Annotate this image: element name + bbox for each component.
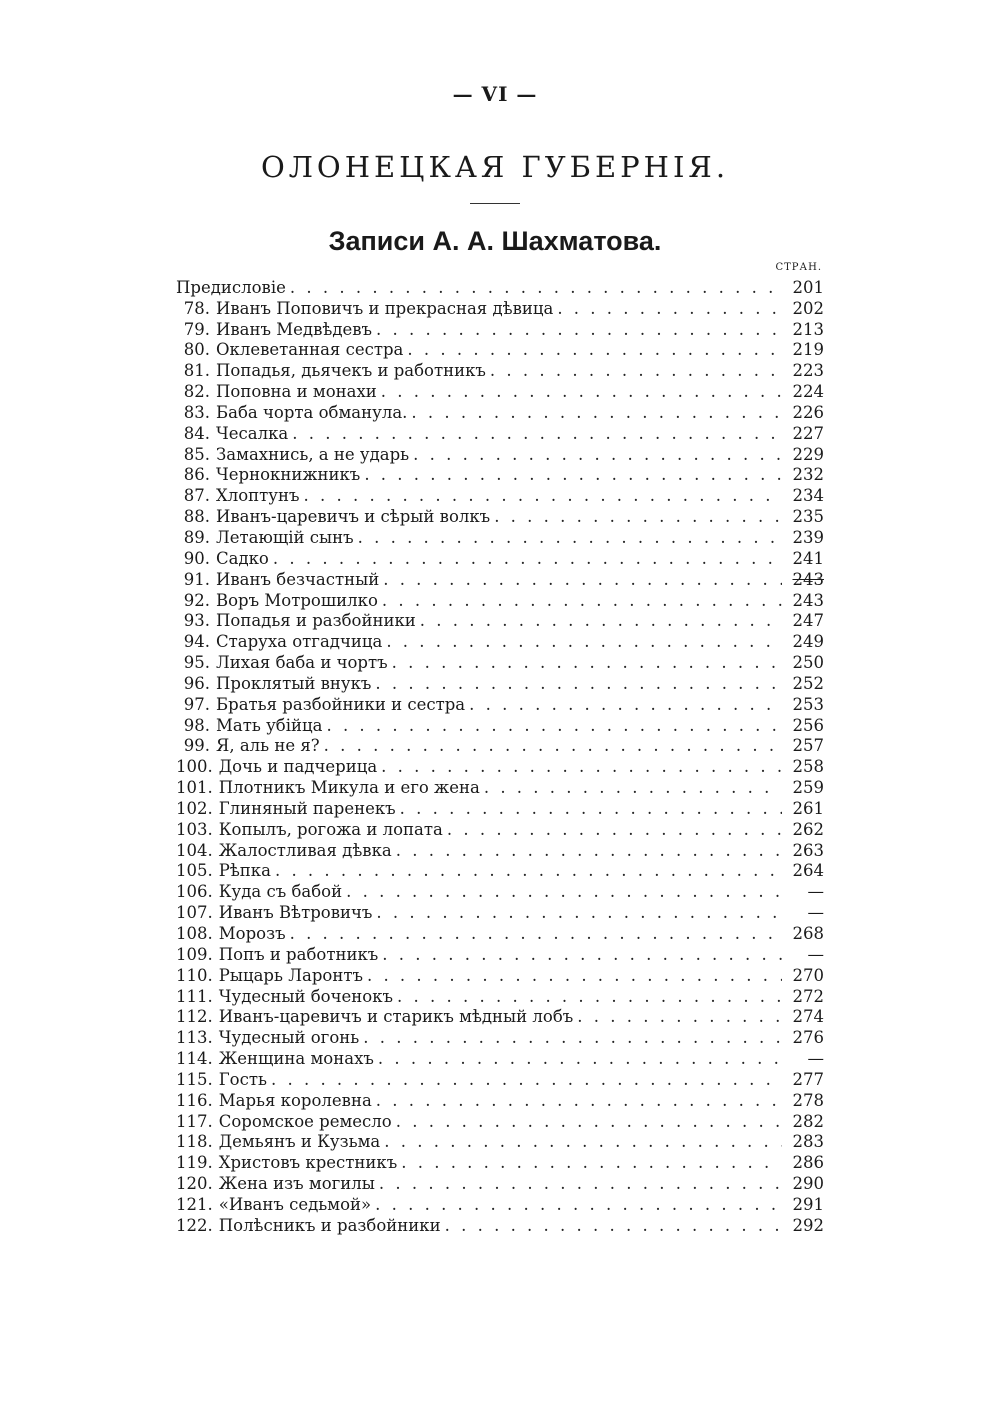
toc-entry-page: 224 [792,382,824,402]
toc-entry [176,1111,824,1132]
toc-entry [176,423,824,444]
toc-entry-title: Дочь и падчерица [218,757,378,777]
toc-entry [176,944,824,965]
toc-entry-number: 106. [176,882,213,902]
toc-entry [176,1048,824,1069]
toc-entry-title: Братья разбойники и сестра [216,694,466,714]
toc-entry-page: 241 [792,548,824,568]
toc-entry-title: Иванъ-царевичъ и сѣрый волкъ [216,507,491,527]
toc-entry-title: Рѣпка [218,861,271,881]
toc-entry-page: 276 [792,1028,824,1048]
dot-leader [411,403,782,423]
dot-leader [383,570,782,590]
toc-entry-page: 257 [792,736,824,756]
toc-entry [176,881,824,902]
toc-entry-page: 227 [792,423,824,443]
toc-entry [176,1152,824,1173]
toc-entry [176,715,824,736]
dot-leader [324,736,782,756]
toc-entry-page: 239 [792,527,824,547]
dot-leader [396,1112,782,1132]
toc-entry-title: Рыцарь Ларонтъ [218,965,363,985]
toc-entry-page: — [807,1049,824,1069]
toc-entry-page: 262 [792,819,824,839]
page-column-label: СТРАН. [775,262,822,273]
page-number: — VI — [452,82,538,106]
dot-leader [386,632,782,652]
dot-leader [469,695,782,715]
toc-entry-page: 202 [792,298,824,318]
dot-leader [364,465,782,485]
toc-entry-number: 117. [176,1111,213,1131]
toc-entry-page: 264 [792,861,824,881]
toc-entry-page: 243 [792,590,824,610]
toc-entry-number: 89. [183,527,210,547]
toc-entry-page: 234 [792,486,824,506]
toc-entry-number: 87. [183,486,210,506]
toc-entry-page: 232 [792,465,824,485]
toc-entry-page: 213 [792,319,824,339]
toc-entry-number: 90. [183,548,210,568]
toc-entry [176,298,824,319]
toc-entry-number: 122. [176,1215,213,1235]
toc-entry-number: 116. [176,1090,213,1110]
toc-entry-page: — [807,882,824,902]
dot-leader [490,361,782,381]
toc-entry-number: 113. [176,1028,213,1048]
toc-entry [176,1173,824,1194]
toc-entry-title: Иванъ Медвѣдевъ [216,319,373,339]
toc-entry-title: Жена изъ могилы [218,1174,375,1194]
toc-entry [176,548,824,569]
toc-entry-title: Проклятый внукъ [216,673,372,693]
toc-entry [176,652,824,673]
toc-entry-page: 223 [792,361,824,381]
toc-entry-title: Летающій сынъ [216,527,354,547]
toc-entry [176,444,824,465]
toc-entry-title: Воръ Мотрошилко [216,590,378,610]
dot-leader [358,528,782,548]
toc-entry-number: 102. [176,798,213,818]
toc-entry-number: 94. [183,632,210,652]
toc-entry [176,986,824,1007]
dot-leader [378,1049,782,1069]
toc-entry [176,736,824,757]
divider [470,203,520,204]
toc-entry-title: «Иванъ седьмой» [218,1194,372,1214]
toc-entry-number: 114. [176,1049,213,1069]
toc-entry-number: 119. [176,1153,213,1173]
dot-leader [400,799,782,819]
toc-entry-title: Лихая баба и чортъ [216,653,388,673]
toc-entry-number: 99. [183,736,210,756]
dot-leader [290,924,782,944]
toc-entry-number: 83. [183,402,210,422]
toc-entry-title: Плотникъ Микула и его жена [218,778,480,798]
toc-entry-page: 261 [792,798,824,818]
toc-entry-number: 118. [176,1132,213,1152]
toc-entry-page: 263 [792,840,824,860]
toc-entry-title: Чудесный боченокъ [218,986,394,1006]
toc-entry [176,777,824,798]
toc-entry-title: Попадья и разбойники [216,611,416,631]
toc-entry-number: 86. [183,465,210,485]
toc-entry-title: Полѣсникъ и разбойники [218,1215,441,1235]
toc-entry [176,840,824,861]
toc-entry [176,319,824,340]
toc-entry-title: Поповна и монахи [216,382,377,402]
toc-entry-number: 80. [183,340,210,360]
toc-entry [176,590,824,611]
region-title: ОЛОНЕЦКАЯ ГУБЕРНІЯ. [260,150,730,184]
dot-leader [367,966,782,986]
toc-entry-number: 109. [176,944,213,964]
toc-entry [176,569,824,590]
toc-entry-number: 107. [176,903,213,923]
toc-entry-page: 201 [792,277,824,297]
toc-entry-title: Марья королевна [218,1090,372,1110]
toc-entry [176,1215,824,1236]
dot-leader [577,1007,782,1027]
toc-entry-title: Попадья, дьячекъ и работникъ [216,361,486,381]
dot-leader [447,820,782,840]
toc-entry-page: 247 [792,611,824,631]
dot-leader [363,1028,782,1048]
toc-entry [176,673,824,694]
toc-entry-title: Оклеветанная сестра [216,340,404,360]
toc-entry-title: Иванъ-царевичъ и старикъ мѣдный лобъ [218,1007,574,1027]
toc-entry [176,611,824,632]
toc-entry-page: 270 [792,965,824,985]
toc-entry [176,1132,824,1153]
toc-entry-page: 258 [792,757,824,777]
toc-entry-page: 235 [792,507,824,527]
dot-leader [375,1195,782,1215]
toc-entry-page: 243 [792,569,824,589]
toc-entry-title: Предисловіе [176,277,286,297]
toc-entry-title: Гость [218,1069,267,1089]
toc-entry [176,965,824,986]
dot-leader [292,424,782,444]
toc-entry-number: 108. [176,924,213,943]
toc-entry-page: 229 [792,444,824,464]
dot-leader [346,882,782,902]
toc-entry [176,340,824,361]
toc-entry-number: 91. [183,569,210,589]
dot-leader [396,841,782,861]
toc-entry-page: 219 [792,340,824,360]
toc-entry-page: 272 [792,986,824,1006]
dot-leader [376,320,782,340]
dot-leader [379,1174,782,1194]
toc-entry-number: 85. [183,444,210,464]
toc-entry [176,798,824,819]
toc-entry [176,631,824,652]
toc-entry-page: 274 [792,1007,824,1027]
toc-entry [176,402,824,423]
toc-entry-title: Глиняный паренекъ [218,798,396,818]
toc-entry-title: Чесалка [216,423,289,443]
toc-entry-page: 282 [792,1111,824,1131]
dot-leader [413,445,782,465]
toc-entry-number: 97. [183,694,210,714]
dot-leader [397,987,782,1007]
toc-entry-title: Морозъ [218,924,286,943]
toc-entry-number: 82. [183,382,210,402]
toc-entry-number: 110. [176,965,213,985]
toc-entry-number: 103. [176,819,213,839]
toc-entry-number: 120. [176,1174,213,1194]
toc-entry-title: Соромское ремесло [218,1111,392,1131]
toc-entry-title: Хлоптунъ [216,486,300,506]
toc-entry-page: 259 [792,778,824,798]
toc-entry-number: 95. [183,653,210,673]
toc-entry-page: 253 [792,694,824,714]
toc-entry-title: Иванъ Поповичъ и прекрасная дѣвица [216,298,554,318]
dot-leader [484,778,782,798]
toc-entry-page: — [807,944,824,964]
toc-entry-title: Чудесный огонь [218,1028,360,1048]
dot-leader [290,278,782,298]
toc-entry-number: 100. [176,757,213,777]
toc-entry [176,756,824,777]
toc-entry-page: 292 [792,1215,824,1235]
toc-entry [176,923,824,944]
dot-leader [384,1132,782,1152]
dot-leader [382,945,782,965]
toc-entry-page: 268 [792,924,824,943]
toc-entry-page: 286 [792,1153,824,1173]
toc-entry-number: 96. [183,673,210,693]
toc-entry-number: 92. [183,590,210,610]
toc-entry [176,527,824,548]
toc-entry-title: Садко [216,548,269,568]
toc-entry-title: Христовъ крестникъ [218,1153,398,1173]
dot-leader [326,716,782,736]
toc-entry-title: Женщина монахъ [218,1049,374,1069]
collection-title: Записи А. А. Шахматова. [328,226,662,256]
toc-entry [176,506,824,527]
toc-entry [176,902,824,923]
toc-entry-number: 93. [183,611,210,631]
toc-entry-page: 226 [792,402,824,422]
toc-entry-title: Демьянъ и Кузьма [218,1132,381,1152]
toc-entry-number: 104. [176,840,213,860]
toc-entry-title: Попъ и работникъ [218,944,379,964]
toc-entry [176,360,824,381]
toc-entry-title: Куда съ бабой [218,882,343,902]
table-of-contents [176,277,824,1236]
toc-entry [176,485,824,506]
dot-leader [382,591,782,611]
toc-entry [176,694,824,715]
toc-entry [176,277,824,298]
dot-leader [392,653,782,673]
toc-entry-title: Баба чорта обманула. [216,402,408,422]
toc-entry-page: 283 [792,1132,824,1152]
toc-entry-title: Я, аль не я? [216,736,320,756]
dot-leader [376,903,782,923]
toc-entry-page: 277 [792,1069,824,1089]
toc-entry-title: Чернокнижникъ [216,465,361,485]
toc-entry-title: Иванъ безчастный [216,569,380,589]
dot-leader [381,757,782,777]
toc-entry-number: 112. [176,1007,213,1027]
toc-entry [176,861,824,882]
dot-leader [304,486,783,506]
dot-leader [381,382,782,402]
toc-entry-number: 111. [176,986,213,1006]
toc-entry-number: 98. [183,715,210,735]
dot-leader [273,549,782,569]
toc-entry-page: 291 [792,1194,824,1214]
toc-entry-page: 250 [792,653,824,673]
dot-leader [445,1216,782,1236]
toc-entry [176,1194,824,1215]
dot-leader [401,1153,782,1173]
toc-entry-page: 252 [792,673,824,693]
toc-entry [176,819,824,840]
toc-entry [176,1007,824,1028]
toc-entry [176,1069,824,1090]
toc-entry-number: 81. [183,361,210,381]
toc-entry-number: 78. [183,298,210,318]
toc-entry-page: 249 [792,632,824,652]
dot-leader [375,674,782,694]
toc-entry [176,1027,824,1048]
dot-leader [407,340,782,360]
toc-entry-number: 121. [176,1194,213,1214]
toc-entry-number: 79. [183,319,210,339]
dot-leader [494,507,782,527]
toc-entry-title: Иванъ Вѣтровичъ [218,903,373,923]
dot-leader [557,299,782,319]
toc-entry-page: 256 [792,715,824,735]
toc-entry-title: Копылъ, рогожа и лопата [218,819,443,839]
toc-entry-title: Старуха отгадчица [216,632,383,652]
toc-entry-page: 278 [792,1090,824,1110]
dot-leader [420,611,782,631]
dot-leader [271,1070,782,1090]
toc-entry-number: 115. [176,1069,213,1089]
toc-entry-number: 105. [176,861,213,881]
toc-entry-number: 101. [176,778,213,798]
toc-entry-number: 84. [183,423,210,443]
toc-entry-title: Замахнись, а не ударь [216,444,410,464]
toc-entry [176,1090,824,1111]
toc-entry-number: 88. [183,507,210,527]
toc-entry [176,381,824,402]
toc-entry-page: 290 [792,1174,824,1194]
toc-entry-title: Мать убійца [216,715,323,735]
toc-entry-title: Жалостливая дѣвка [218,840,392,860]
toc-entry [176,465,824,486]
dot-leader [275,861,782,881]
toc-entry-page: — [807,903,824,923]
dot-leader [376,1091,782,1111]
